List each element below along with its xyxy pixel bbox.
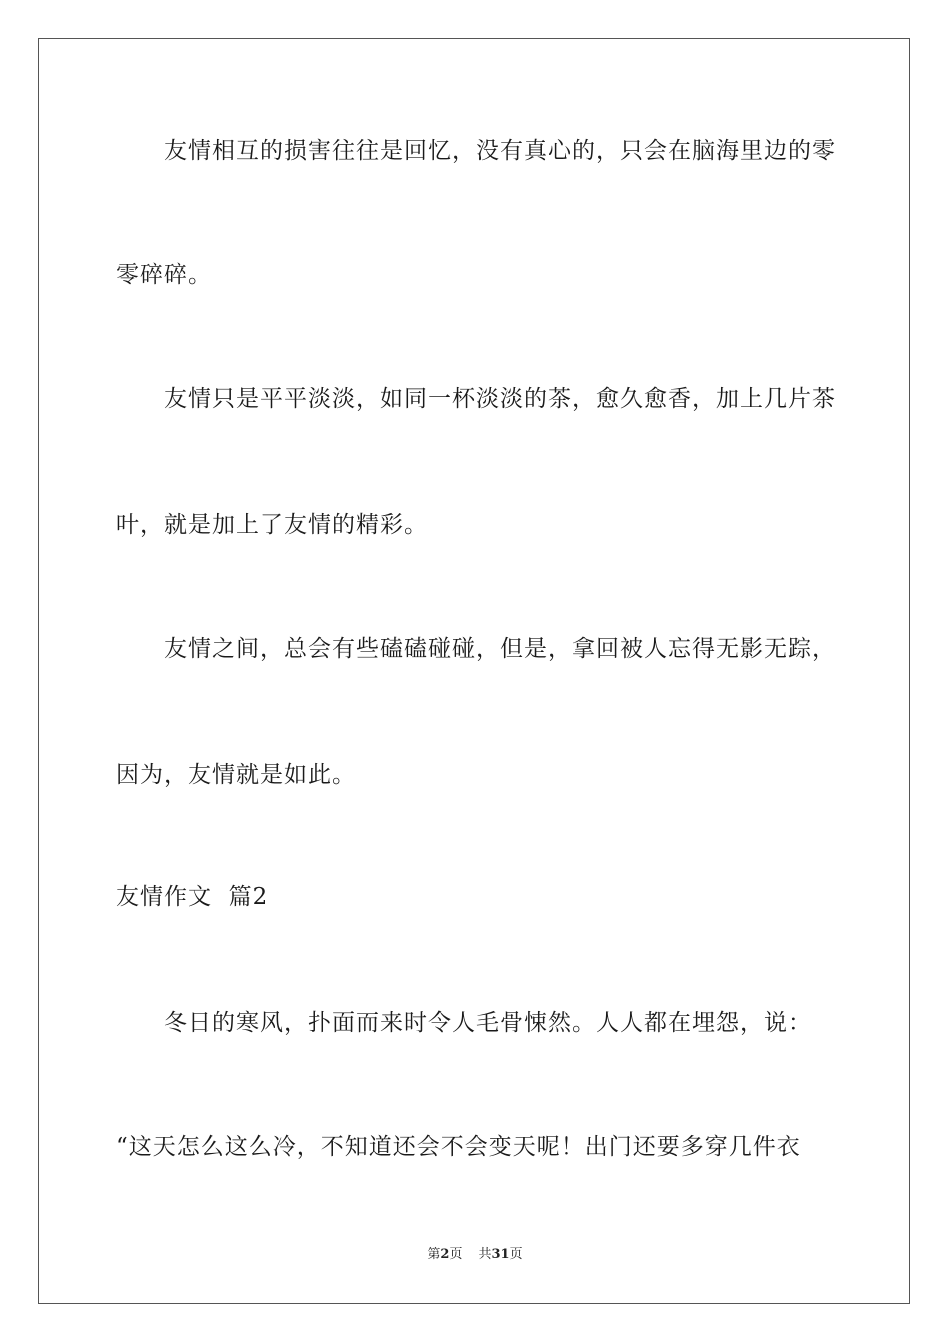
section-heading: 友情作文 篇2 bbox=[116, 884, 269, 910]
total-prefix: 共 bbox=[478, 1247, 492, 1262]
paragraph-4-line-1: 冬日的寒风，扑面而来时令人毛骨悚然。人人都在埋怨，说： bbox=[164, 1010, 812, 1036]
page-suffix: 页 bbox=[449, 1247, 463, 1262]
page-border bbox=[38, 38, 910, 1304]
page-footer bbox=[0, 1246, 950, 1264]
total-suffix: 页 bbox=[509, 1247, 523, 1262]
paragraph-1-line-2: 零碎碎。 bbox=[116, 262, 212, 288]
paragraph-4-line-2: “这天怎么这么冷，不知道还会不会变天呢！出门还要多穿几件衣 bbox=[116, 1134, 801, 1160]
paragraph-2-line-1: 友情只是平平淡淡，如同一杯淡淡的茶，愈久愈香，加上几片茶 bbox=[164, 386, 836, 412]
paragraph-3-line-1: 友情之间，总会有些磕磕碰碰，但是，拿回被人忘得无影无踪， bbox=[164, 636, 836, 662]
paragraph-2-line-2: 叶，就是加上了友情的精彩。 bbox=[116, 512, 428, 538]
paragraph-3-line-2: 因为，友情就是如此。 bbox=[116, 762, 356, 788]
paragraph-1-line-1: 友情相互的损害往往是回忆，没有真心的，只会在脑海里边的零 bbox=[164, 138, 836, 164]
page-prefix: 第 bbox=[427, 1247, 441, 1262]
total-pages: 31 bbox=[491, 1247, 510, 1262]
page-number: 2 bbox=[440, 1247, 450, 1262]
